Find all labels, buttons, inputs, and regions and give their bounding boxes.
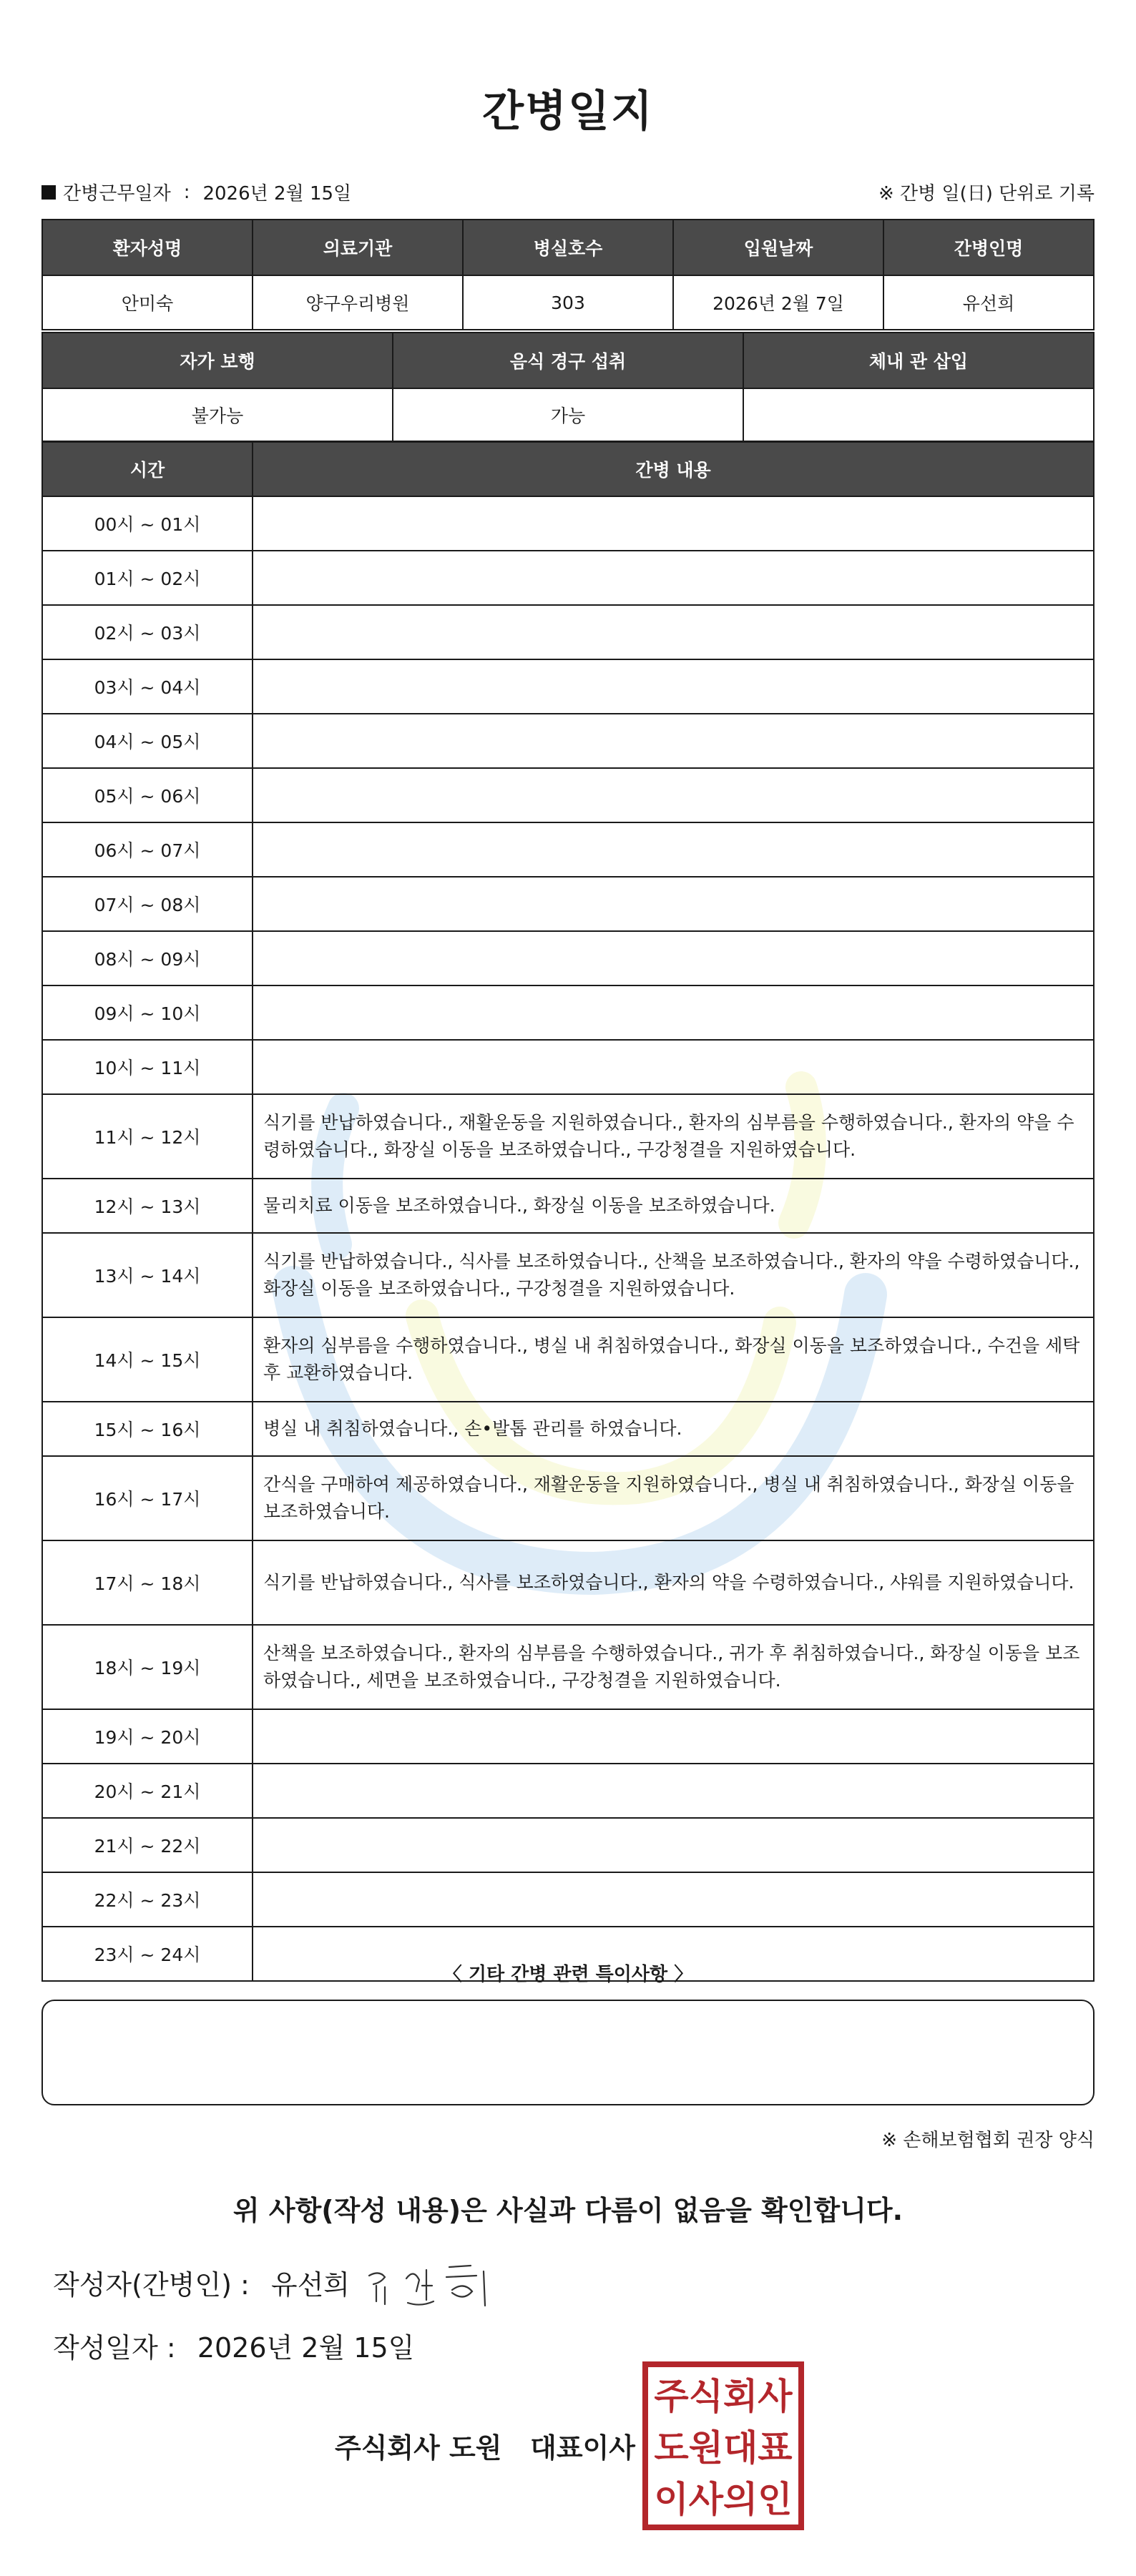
company-seal-stamp: [641, 2360, 806, 2532]
table-row: [42, 714, 1094, 768]
work-date-value: 2026년 2월 15일: [202, 183, 352, 205]
caregiver-name: 유선희: [883, 275, 1094, 330]
patient-status-table: [41, 332, 1095, 442]
time-slot: 08시 ~ 09시: [42, 931, 253, 985]
notes-title: 〈 기타 간병 관련 특이사항 〉: [443, 1964, 693, 1985]
time-slot: 01시 ~ 02시: [42, 551, 253, 605]
header-time: 시간: [42, 442, 253, 496]
care-content: [253, 714, 1094, 768]
patient-info-table: [41, 219, 1095, 330]
unit-note: ※ 간병 일(日) 단위로 기록: [878, 183, 1095, 205]
care-content: [253, 659, 1094, 714]
care-content: 환자의 심부름을 수행하였습니다., 병실 내 취침하였습니다., 화장실 이동을 보조하였습니다., 수건을 세탁 후 교환하였습니다.: [253, 1317, 1094, 1402]
work-date-sep: :: [183, 181, 190, 203]
header-hospital: 의료기관: [253, 220, 463, 275]
write-date-value: 2026년 2월 15일: [197, 2332, 415, 2364]
table-row: [42, 1179, 1094, 1233]
header-tube-insertion: 체내 관 삽입: [743, 333, 1094, 388]
table-row: [42, 659, 1094, 714]
time-slot: 15시 ~ 16시: [42, 1402, 253, 1456]
care-content: 병실 내 취침하였습니다., 손•발톱 관리를 하였습니다.: [253, 1402, 1094, 1456]
care-content: 식기를 반납하였습니다., 재활운동을 지원하였습니다., 환자의 심부름을 수행하였습니다., 환자의 약을 수령하였습니다., 화장실 이동을 보조하였습니다., 구강청결을 지원하였습니다.: [253, 1094, 1094, 1179]
care-content: [253, 1872, 1094, 1927]
oral-intake-value: 가능: [393, 388, 743, 441]
care-content: 물리치료 이동을 보조하였습니다., 화장실 이동을 보조하였습니다.: [253, 1179, 1094, 1233]
time-slot: 00시 ~ 01시: [42, 496, 253, 551]
form-note: ※ 손해보험협회 권장 양식: [881, 2130, 1095, 2151]
table-row: [42, 1540, 1094, 1625]
care-content: [253, 1709, 1094, 1764]
header-care-content: 간병 내용: [253, 442, 1094, 496]
admission-date: 2026년 2월 7일: [673, 275, 883, 330]
time-slot: 21시 ~ 22시: [42, 1818, 253, 1872]
care-content: [253, 877, 1094, 931]
table-row: [42, 1709, 1094, 1764]
time-slot: 14시 ~ 15시: [42, 1317, 253, 1402]
time-slot: 23시 ~ 24시: [42, 1927, 253, 1981]
confirmation-statement: 위 사항(작성 내용)은 사실과 다름이 없음을 확인합니다.: [232, 2195, 904, 2226]
table-row: [42, 605, 1094, 659]
notes-box: [41, 2000, 1095, 2105]
time-slot: 11시 ~ 12시: [42, 1094, 253, 1179]
header-admission-date: 입원날짜: [673, 220, 883, 275]
care-content: [253, 931, 1094, 985]
care-content: [253, 822, 1094, 877]
header-patient-name: 환자성명: [42, 220, 253, 275]
patient-name: 안미숙: [42, 275, 253, 330]
tube-insertion-value: [743, 388, 1094, 441]
table-row: [42, 1094, 1094, 1179]
writer-name: 유선희: [270, 2269, 350, 2301]
care-content: 간식을 구매하여 제공하였습니다., 재활운동을 지원하였습니다., 병실 내 취침하였습니다., 화장실 이동을 보조하였습니다.: [253, 1456, 1094, 1540]
time-slot: 13시 ~ 14시: [42, 1233, 253, 1317]
time-slot: 18시 ~ 19시: [42, 1625, 253, 1709]
work-date-label: 간병근무일자: [63, 183, 171, 205]
table-row: [42, 1764, 1094, 1818]
table-row: [42, 1040, 1094, 1094]
svg-text:도원대표: 도원대표: [654, 2427, 793, 2469]
header-caregiver: 간병인명: [883, 220, 1094, 275]
table-row: [42, 877, 1094, 931]
time-slot: 09시 ~ 10시: [42, 985, 253, 1040]
time-slot: 10시 ~ 11시: [42, 1040, 253, 1094]
care-content: [253, 1040, 1094, 1094]
care-content: [253, 551, 1094, 605]
time-slot: 20시 ~ 21시: [42, 1764, 253, 1818]
write-date-label: 작성일자 :: [53, 2332, 176, 2364]
table-row: [42, 1402, 1094, 1456]
table-row: [42, 551, 1094, 605]
work-date: [41, 179, 351, 205]
time-slot: 07시 ~ 08시: [42, 877, 253, 931]
header-self-walking: 자가 보행: [42, 333, 393, 388]
time-slot: 16시 ~ 17시: [42, 1456, 253, 1540]
company-ceo: 주식회사 도원 대표이사: [335, 2432, 635, 2464]
svg-text:주식회사: 주식회사: [654, 2376, 793, 2417]
room-number: 303: [463, 275, 673, 330]
time-slot: 03시 ~ 04시: [42, 659, 253, 714]
time-slot: 12시 ~ 13시: [42, 1179, 253, 1233]
handwritten-signature: [363, 2254, 506, 2319]
time-slot: 05시 ~ 06시: [42, 768, 253, 822]
table-row: [42, 985, 1094, 1040]
table-row: [42, 931, 1094, 985]
write-date-line: [53, 2326, 414, 2365]
care-content: [253, 768, 1094, 822]
care-content: [253, 496, 1094, 551]
writer-line: [53, 2263, 350, 2302]
time-slot: 02시 ~ 03시: [42, 605, 253, 659]
time-slot: 22시 ~ 23시: [42, 1872, 253, 1927]
table-row: [42, 1625, 1094, 1709]
care-content: [253, 1818, 1094, 1872]
table-row: [42, 1872, 1094, 1927]
table-row: [42, 1818, 1094, 1872]
table-row: [42, 768, 1094, 822]
time-slot: 06시 ~ 07시: [42, 822, 253, 877]
header-room: 병실호수: [463, 220, 673, 275]
writer-label: 작성자(간병인) :: [53, 2269, 250, 2301]
care-content: 산책을 보조하였습니다., 환자의 심부름을 수행하였습니다., 귀가 후 취침하였습니다., 화장실 이동을 보조하였습니다., 세면을 보조하였습니다., 구강청결을 지원하였습니다.: [253, 1625, 1094, 1709]
hospital-name: 양구우리병원: [253, 275, 463, 330]
care-content: 식기를 반납하였습니다., 식사를 보조하였습니다., 환자의 약을 수령하였습니다., 샤워를 지원하였습니다.: [253, 1540, 1094, 1625]
care-content: [253, 1764, 1094, 1818]
table-row: [42, 1456, 1094, 1540]
table-row: [42, 1317, 1094, 1402]
svg-text:이사의인: 이사의인: [654, 2479, 793, 2520]
header-oral-intake: 음식 경구 섭취: [393, 333, 743, 388]
table-row: [42, 1233, 1094, 1317]
care-content: 식기를 반납하였습니다., 식사를 보조하였습니다., 산책을 보조하였습니다., 환자의 약을 수령하였습니다., 화장실 이동을 보조하였습니다., 구강청결을 지원하였습니다.: [253, 1233, 1094, 1317]
time-slot: 17시 ~ 18시: [42, 1540, 253, 1625]
time-slot: 04시 ~ 05시: [42, 714, 253, 768]
care-content: [253, 985, 1094, 1040]
time-slot: 19시 ~ 20시: [42, 1709, 253, 1764]
self-walking-value: 불가능: [42, 388, 393, 441]
table-row: [42, 496, 1094, 551]
care-content: [253, 605, 1094, 659]
care-log-table: [41, 441, 1095, 1982]
table-row: [42, 822, 1094, 877]
square-bullet-icon: [41, 185, 56, 200]
page-title: 간병일지: [482, 87, 654, 137]
